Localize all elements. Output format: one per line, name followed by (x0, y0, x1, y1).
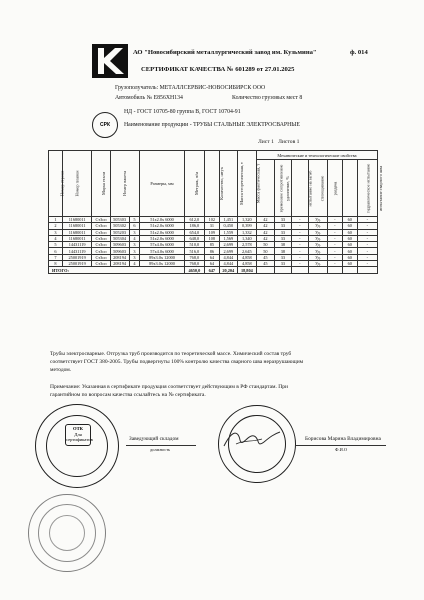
col-header-dimensions: Размеры, мм (140, 151, 185, 217)
table-cell: 4 (49, 235, 63, 241)
table-cell: Уд. (308, 242, 327, 248)
table-cell: - (357, 261, 377, 267)
table-cell: 86 (204, 248, 219, 254)
table-cell (342, 267, 357, 273)
table-cell: 2,578 (237, 242, 256, 248)
col-header-bend-test: испытание на загиб (291, 160, 308, 217)
table-cell: 42 (256, 223, 274, 229)
table-cell: 38 (274, 242, 291, 248)
table-cell: - (291, 235, 308, 241)
table-cell: 2,645 (237, 248, 256, 254)
table-cell: 51х2.0х 6000 (140, 229, 185, 235)
table-cell: 2 (49, 223, 63, 229)
table-cell: 31 (204, 223, 219, 229)
table-cell: 4650,0 (184, 267, 204, 273)
table-cell: 208194 (110, 254, 129, 260)
table-cell: 60 (342, 242, 357, 248)
srk-seal-icon: СРК (92, 112, 118, 138)
table-cell: 5 (49, 242, 63, 248)
table-cell: 612,0 (184, 217, 204, 223)
table-cell: 3 (129, 248, 140, 254)
col-header-heat: Номер плавки (62, 151, 92, 217)
table-cell: Ст3сп (92, 261, 110, 267)
sheet-info: Лист 1 Листов 1 (258, 139, 300, 145)
col-header-count: Количество, штук (204, 151, 219, 217)
table-cell: 0,399 (237, 223, 256, 229)
table-cell: 50 (256, 242, 274, 248)
name-caption: Ф.И.О (335, 447, 348, 452)
normative-document: НД - ГОСТ 10705-80 группа В, ГОСТ 10704-91 (124, 109, 241, 115)
notes-line-2: соответствует ГОСТ 380-2005. Трубы подвергнуты 100% контролю качества сварного шва неразрушающим (50, 359, 304, 365)
table-cell: 1 (49, 217, 63, 223)
table-cell: 186,0 (184, 223, 204, 229)
col-header-row-number: Номер строки (49, 151, 63, 217)
table-cell: 45 (256, 254, 274, 260)
table-cell: Уд. (308, 229, 327, 235)
table-cell: 14431119 (62, 248, 92, 254)
table-cell: - (291, 248, 308, 254)
table-cell: Ст3сп (92, 242, 110, 248)
signature-line (126, 445, 196, 446)
table-cell: 11680011 (62, 223, 92, 229)
table-cell: 18,804 (237, 267, 256, 273)
table-cell: 25001919 (62, 261, 92, 267)
otk-stamp: ОТК Для сертификатов (65, 424, 91, 446)
table-cell: Уд. (308, 254, 327, 260)
col-header-theor-mass: Масса теоретическая, т (219, 151, 237, 217)
table-cell: 4,844 (219, 261, 237, 267)
table-cell: Уд. (308, 261, 327, 267)
faded-round-stamp-icon (28, 494, 106, 572)
remark-line-2: гарантийном по вопросам качества ссылайтесь на № сертификата. (50, 392, 206, 398)
table-cell: 647 (204, 267, 219, 273)
table-cell: 8 (49, 261, 63, 267)
company-logo (92, 44, 128, 78)
table-cell: 7 (49, 254, 63, 260)
table-cell: 505302 (110, 223, 129, 229)
table-cell: 0,450 (219, 223, 237, 229)
cargo-places: Количество грузовых мест 8 (232, 95, 303, 101)
table-cell: 4,844 (219, 254, 237, 260)
table-cell: 89х3.0х 12000 (140, 261, 185, 267)
table-cell: Ст3сп (92, 229, 110, 235)
table-cell: - (291, 254, 308, 260)
table-cell: 1,569 (219, 235, 237, 241)
responsible-name: Борисова Марина Владимировна (305, 436, 381, 442)
table-cell: - (291, 217, 308, 223)
table-cell: Уд. (308, 217, 327, 223)
table-cell: Ст3сп (92, 248, 110, 254)
table-cell: - (291, 229, 308, 235)
table-cell: 50 (256, 248, 274, 254)
table-cell: - (357, 248, 377, 254)
table-cell: 11680011 (62, 229, 92, 235)
table-cell (308, 267, 327, 273)
table-cell: 25001919 (62, 254, 92, 260)
table-cell: 20,204 (219, 267, 237, 273)
table-cell: 51х2.0х 6000 (140, 217, 185, 223)
table-cell: 60 (342, 248, 357, 254)
table-cell: 60 (342, 223, 357, 229)
table-cell: 509603 (110, 248, 129, 254)
table-cell: 33 (274, 235, 291, 241)
table-cell (291, 267, 308, 273)
table-cell: 1,340 (237, 235, 256, 241)
form-number: ф. 014 (350, 49, 368, 56)
table-cell: 505304 (110, 235, 129, 241)
table-cell: Ст3сп (92, 254, 110, 260)
table-cell: Уд. (308, 223, 327, 229)
col-header-flattening: сплющивание (308, 160, 327, 217)
table-cell: 14431119 (62, 242, 92, 248)
table-cell: 6 (49, 248, 63, 254)
table-cell: 60 (342, 229, 357, 235)
table-cell: 648,0 (184, 235, 204, 241)
table-cell: 1,320 (237, 217, 256, 223)
table-cell: Ст3сп (92, 235, 110, 241)
table-cell: 64 (204, 254, 219, 260)
table-cell: 11680011 (62, 235, 92, 241)
table-cell (256, 267, 274, 273)
table-cell: 1,451 (219, 217, 237, 223)
table-cell: ИТОГО: (49, 267, 185, 273)
col-header-mechanical: Механические и технологические свойства (256, 151, 377, 160)
table-cell: - (357, 242, 377, 248)
table-cell: 51х2.0х 6000 (140, 223, 185, 229)
col-header-tensile: временное сопротивление (256, 160, 274, 217)
table-cell: 60 (342, 254, 357, 260)
table-cell: 42 (256, 235, 274, 241)
table-cell: - (327, 254, 342, 260)
table-cell: 109 (204, 229, 219, 235)
table-cell: - (357, 229, 377, 235)
table-cell: - (357, 254, 377, 260)
vehicle-number: Автомобиль № E856XH134 (115, 95, 183, 101)
col-header-elongation: удлинение, % (274, 160, 291, 217)
table-cell: - (327, 242, 342, 248)
table-cell: 33 (274, 261, 291, 267)
table-cell: 57х4.0х 6000 (140, 242, 185, 248)
warehouse-manager-title: Заведующий складом (129, 436, 179, 442)
table-cell: 60 (342, 261, 357, 267)
table-cell: - (291, 242, 308, 248)
table-cell: 57х4.0х 6000 (140, 248, 185, 254)
table-cell: - (357, 217, 377, 223)
product-name: Наименование продукции - ТРУБЫ СТАЛЬНЫЕ ЭЛЕКТРОСВАРНЫЕ (124, 122, 300, 128)
remark-line-1: Примечание: Указанная в сертификате продукция соответствует действующим в РФ стандартам. При (50, 384, 288, 390)
table-cell: 89х3.0х 12000 (140, 254, 185, 260)
table-cell: - (327, 229, 342, 235)
table-total-row (49, 267, 378, 273)
table-cell: 60 (342, 217, 357, 223)
table-cell: - (327, 217, 342, 223)
table-cell (357, 267, 377, 273)
certificate-title: СЕРТИФИКАТ КАЧЕСТВА № 601289 от 27.01.2025 (141, 66, 295, 73)
table-cell: 1,559 (219, 229, 237, 235)
table-cell: - (327, 248, 342, 254)
table-cell: 33 (274, 254, 291, 260)
col-header-steel-grade: Марка стали (92, 151, 110, 217)
table-cell: 5 (129, 217, 140, 223)
table-cell: 4 (129, 261, 140, 267)
consignee: Грузополучатель: МЕТАЛЛСЕРВИС-НОВОСИБИРСК ООО (115, 85, 266, 91)
table-cell: - (291, 223, 308, 229)
table-cell: Ст3сп (92, 223, 110, 229)
table-cell: - (327, 223, 342, 229)
col-header-weld-test: испытание сварного шва (357, 160, 377, 217)
notes-line-3: методом. (50, 367, 72, 373)
table-cell: 6 (129, 223, 140, 229)
table-cell: 654,0 (184, 229, 204, 235)
table-cell: - (357, 235, 377, 241)
table-cell: Уд. (308, 235, 327, 241)
table-cell (274, 267, 291, 273)
table-cell: - (291, 261, 308, 267)
table-cell: 3 (129, 229, 140, 235)
table-cell: 4,858 (237, 254, 256, 260)
table-cell: 4 (129, 235, 140, 241)
col-header-expansion: раздача (327, 160, 342, 217)
notes-line-1: Трубы электросварные. Отгрузка труб производится по теоретической массе. Химический состав труб (50, 351, 292, 357)
table-cell: 768,0 (184, 254, 204, 260)
table-cell: 3 (129, 254, 140, 260)
col-header-package: Номер пакета (110, 151, 140, 217)
certificate-table (48, 150, 383, 274)
table-cell: 42 (256, 229, 274, 235)
table-cell: 3 (49, 229, 63, 235)
table-cell: 38 (274, 248, 291, 254)
table-cell: 11680011 (62, 217, 92, 223)
table-cell: 51х2.0х 6000 (140, 235, 185, 241)
table-cell: 4,858 (237, 261, 256, 267)
col-header-meters: Метраж, п/м (184, 151, 204, 217)
table-cell: 208194 (110, 261, 129, 267)
table-cell: 516,0 (184, 248, 204, 254)
table-cell: Ст3сп (92, 217, 110, 223)
table-cell: 60 (342, 235, 357, 241)
table-cell: - (327, 261, 342, 267)
table-cell: - (327, 235, 342, 241)
table-cell: 42 (256, 217, 274, 223)
table-cell: 505303 (110, 217, 129, 223)
table-cell: 33 (274, 217, 291, 223)
table-cell: 509603 (110, 242, 129, 248)
table-cell: 510,0 (184, 242, 204, 248)
table-cell: 102 (204, 217, 219, 223)
table-cell: 768,0 (184, 261, 204, 267)
table-cell: - (357, 223, 377, 229)
table-cell: 85 (204, 242, 219, 248)
signature-line (296, 445, 386, 446)
table-cell: 45 (256, 261, 274, 267)
table-cell: 64 (204, 261, 219, 267)
position-caption: должность (150, 447, 171, 452)
table-cell: 1,332 (237, 229, 256, 235)
col-header-hydraulic: гидравлическое испытание (342, 160, 357, 217)
table-cell: 3 (129, 242, 140, 248)
table-cell: 33 (274, 223, 291, 229)
handwritten-signature-icon (222, 426, 282, 457)
otk-round-stamp-icon (35, 404, 119, 488)
table-cell: 505203 (110, 229, 129, 235)
col-header-fact-mass: Масса фактическая, т (237, 151, 256, 217)
table-cell: 2,699 (219, 242, 237, 248)
table-cell: 2,699 (219, 248, 237, 254)
table-cell: Уд. (308, 248, 327, 254)
company-name: АО "Новосибирский металлургический завод им. Кузьмина" (133, 49, 317, 56)
table-cell: 33 (274, 229, 291, 235)
table-cell (327, 267, 342, 273)
table-cell: 108 (204, 235, 219, 241)
